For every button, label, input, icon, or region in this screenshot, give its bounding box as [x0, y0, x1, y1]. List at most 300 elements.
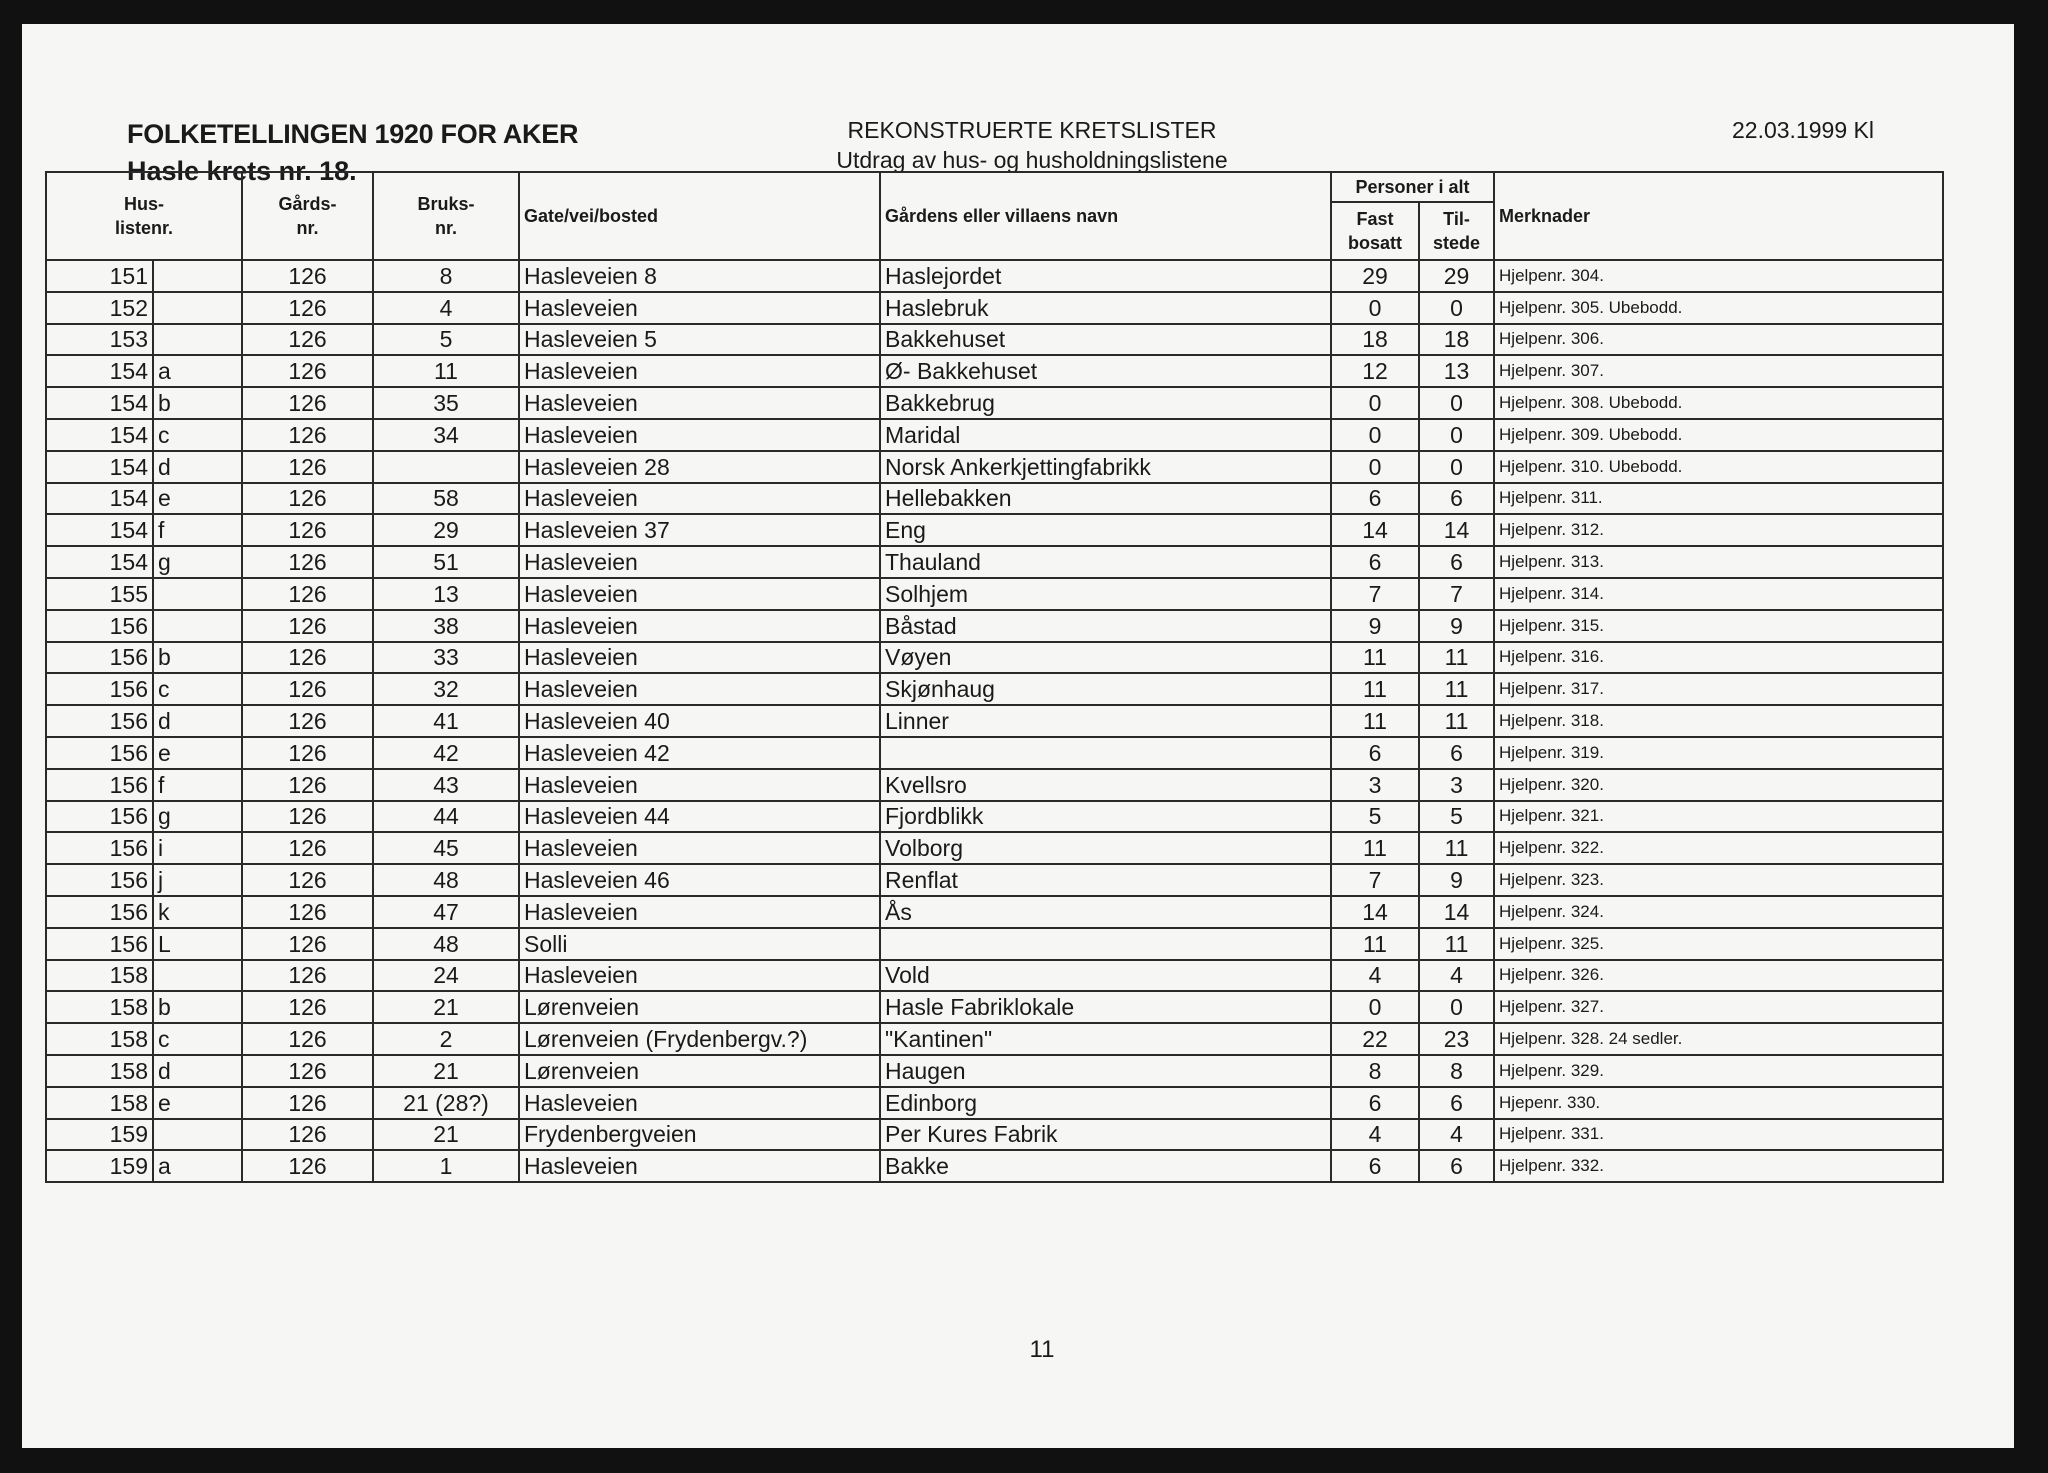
cell-bruksnr: 43	[373, 769, 519, 801]
table-row	[46, 642, 1943, 674]
cell-gardsnr: 126	[242, 1150, 373, 1182]
cell-navn: Fjordblikk	[880, 801, 1331, 833]
cell-huslistenr-suffix	[153, 610, 242, 642]
cell-merknader: Hjelpenr. 326.	[1494, 960, 1943, 992]
cell-gate: Lørenveien	[519, 1055, 880, 1087]
cell-gardsnr: 126	[242, 1087, 373, 1119]
cell-huslistenr-suffix: c	[153, 419, 242, 451]
cell-merknader: Hjelpenr. 322.	[1494, 832, 1943, 864]
cell-tilstede: 23	[1419, 1023, 1494, 1055]
cell-huslistenr: 156	[46, 801, 153, 833]
cell-fast-bosatt: 6	[1331, 1087, 1419, 1119]
cell-bruksnr: 48	[373, 864, 519, 896]
cell-huslistenr: 154	[46, 546, 153, 578]
cell-huslistenr-suffix: a	[153, 1150, 242, 1182]
table-row	[46, 769, 1943, 801]
cell-bruksnr: 13	[373, 578, 519, 610]
cell-huslistenr-suffix: b	[153, 387, 242, 419]
cell-gate: Hasleveien	[519, 387, 880, 419]
cell-bruksnr: 51	[373, 546, 519, 578]
cell-tilstede: 13	[1419, 355, 1494, 387]
cell-huslistenr-suffix: f	[153, 514, 242, 546]
cell-bruksnr: 38	[373, 610, 519, 642]
document-subtitle: Hasle krets nr. 18.	[127, 156, 357, 186]
cell-gardsnr: 126	[242, 801, 373, 833]
cell-fast-bosatt: 6	[1331, 737, 1419, 769]
cell-huslistenr: 156	[46, 737, 153, 769]
cell-huslistenr-suffix	[153, 578, 242, 610]
cell-huslistenr: 154	[46, 419, 153, 451]
cell-huslistenr-suffix	[153, 260, 242, 292]
cell-fast-bosatt: 14	[1331, 514, 1419, 546]
cell-bruksnr: 34	[373, 419, 519, 451]
cell-fast-bosatt: 6	[1331, 483, 1419, 515]
cell-fast-bosatt: 14	[1331, 896, 1419, 928]
col-header-personer: Personer i alt	[1331, 172, 1494, 202]
table-row	[46, 801, 1943, 833]
table-row	[46, 864, 1943, 896]
col-header-huslistenr-line1: Hus-	[124, 194, 164, 214]
table-row	[46, 483, 1943, 515]
cell-navn: Båstad	[880, 610, 1331, 642]
cell-huslistenr: 156	[46, 705, 153, 737]
table-row	[46, 324, 1943, 356]
cell-navn: Bakkebrug	[880, 387, 1331, 419]
cell-gardsnr: 126	[242, 991, 373, 1023]
cell-bruksnr: 4	[373, 292, 519, 324]
cell-tilstede: 14	[1419, 514, 1494, 546]
cell-fast-bosatt: 9	[1331, 610, 1419, 642]
col-header-gardsnr	[242, 172, 373, 260]
cell-huslistenr-suffix: j	[153, 864, 242, 896]
table-row	[46, 355, 1943, 387]
cell-huslistenr-suffix: g	[153, 801, 242, 833]
cell-bruksnr: 32	[373, 673, 519, 705]
cell-huslistenr-suffix: d	[153, 451, 242, 483]
table-row	[46, 1119, 1943, 1151]
cell-tilstede: 0	[1419, 387, 1494, 419]
cell-gate: Hasleveien	[519, 355, 880, 387]
page-number: 11	[1029, 1336, 1055, 1363]
cell-gate: Lørenveien (Frydenbergv.?)	[519, 1023, 880, 1055]
cell-gate: Hasleveien 42	[519, 737, 880, 769]
cell-tilstede: 6	[1419, 1150, 1494, 1182]
cell-tilstede: 29	[1419, 260, 1494, 292]
cell-gate: Hasleveien	[519, 546, 880, 578]
cell-gardsnr: 126	[242, 642, 373, 674]
table-row	[46, 832, 1943, 864]
table-row	[46, 514, 1943, 546]
table-row	[46, 1150, 1943, 1182]
cell-huslistenr-suffix	[153, 292, 242, 324]
cell-fast-bosatt: 11	[1331, 928, 1419, 960]
cell-merknader: Hjelpenr. 324.	[1494, 896, 1943, 928]
table-body	[46, 260, 1943, 1182]
cell-fast-bosatt: 6	[1331, 546, 1419, 578]
cell-tilstede: 6	[1419, 546, 1494, 578]
cell-merknader: Hjelpenr. 321.	[1494, 801, 1943, 833]
cell-huslistenr-suffix: b	[153, 991, 242, 1023]
cell-bruksnr: 21	[373, 991, 519, 1023]
cell-merknader: Hjelpenr. 304.	[1494, 260, 1943, 292]
col-header-huslistenr-line2: listenr.	[114, 218, 174, 238]
cell-fast-bosatt: 0	[1331, 451, 1419, 483]
cell-huslistenr-suffix	[153, 960, 242, 992]
col-header-fast-line1: Fast	[1356, 209, 1394, 229]
cell-huslistenr-suffix: c	[153, 1023, 242, 1055]
cell-gardsnr: 126	[242, 1055, 373, 1087]
cell-fast-bosatt: 7	[1331, 864, 1419, 896]
cell-huslistenr-suffix: k	[153, 896, 242, 928]
cell-navn	[880, 928, 1331, 960]
cell-gardsnr: 126	[242, 1119, 373, 1151]
cell-gate: Solli	[519, 928, 880, 960]
cell-gardsnr: 126	[242, 769, 373, 801]
cell-gate: Hasleveien	[519, 960, 880, 992]
cell-tilstede: 6	[1419, 483, 1494, 515]
header-date: 22.03.1999 Kl	[1732, 117, 1874, 143]
cell-bruksnr: 21	[373, 1119, 519, 1151]
cell-navn: Skjønhaug	[880, 673, 1331, 705]
cell-merknader: Hjelpenr. 315.	[1494, 610, 1943, 642]
cell-huslistenr: 152	[46, 292, 153, 324]
table-header	[46, 172, 1943, 260]
cell-gardsnr: 126	[242, 260, 373, 292]
table-row	[46, 1087, 1943, 1119]
cell-navn: Haugen	[880, 1055, 1331, 1087]
cell-gate: Hasleveien	[519, 1087, 880, 1119]
cell-gate: Hasleveien 5	[519, 324, 880, 356]
cell-navn: Bakkehuset	[880, 324, 1331, 356]
cell-fast-bosatt: 3	[1331, 769, 1419, 801]
cell-fast-bosatt: 4	[1331, 1119, 1419, 1151]
table-row	[46, 705, 1943, 737]
cell-huslistenr: 156	[46, 832, 153, 864]
cell-gardsnr: 126	[242, 610, 373, 642]
cell-navn: Haslejordet	[880, 260, 1331, 292]
cell-navn: Renflat	[880, 864, 1331, 896]
cell-tilstede: 11	[1419, 928, 1494, 960]
cell-navn: Eng	[880, 514, 1331, 546]
cell-gate: Hasleveien 46	[519, 864, 880, 896]
cell-huslistenr: 154	[46, 514, 153, 546]
cell-bruksnr: 21 (28?)	[373, 1087, 519, 1119]
cell-huslistenr: 158	[46, 1087, 153, 1119]
cell-gardsnr: 126	[242, 514, 373, 546]
cell-huslistenr-suffix	[153, 324, 242, 356]
table-row	[46, 610, 1943, 642]
cell-huslistenr: 156	[46, 769, 153, 801]
cell-gate: Hasleveien	[519, 292, 880, 324]
cell-huslistenr-suffix: g	[153, 546, 242, 578]
col-header-fast-bosatt	[1331, 202, 1419, 260]
cell-gate: Hasleveien 28	[519, 451, 880, 483]
cell-huslistenr: 158	[46, 991, 153, 1023]
cell-navn: Hasle Fabriklokale	[880, 991, 1331, 1023]
cell-huslistenr-suffix: e	[153, 1087, 242, 1119]
cell-navn	[880, 737, 1331, 769]
table-row	[46, 673, 1943, 705]
cell-huslistenr-suffix: a	[153, 355, 242, 387]
cell-gardsnr: 126	[242, 1023, 373, 1055]
cell-navn: Maridal	[880, 419, 1331, 451]
cell-fast-bosatt: 11	[1331, 705, 1419, 737]
cell-gardsnr: 126	[242, 673, 373, 705]
cell-merknader: Hjelpenr. 331.	[1494, 1119, 1943, 1151]
cell-tilstede: 4	[1419, 1119, 1494, 1151]
cell-huslistenr-suffix: d	[153, 705, 242, 737]
cell-huslistenr-suffix: f	[153, 769, 242, 801]
cell-huslistenr-suffix: d	[153, 1055, 242, 1087]
cell-merknader: Hjelpenr. 323.	[1494, 864, 1943, 896]
cell-fast-bosatt: 7	[1331, 578, 1419, 610]
table-row	[46, 260, 1943, 292]
col-header-bruksnr	[373, 172, 519, 260]
cell-tilstede: 5	[1419, 801, 1494, 833]
cell-huslistenr: 154	[46, 355, 153, 387]
cell-navn: "Kantinen"	[880, 1023, 1331, 1055]
cell-huslistenr: 158	[46, 1023, 153, 1055]
cell-merknader: Hjelpenr. 305. Ubebodd.	[1494, 292, 1943, 324]
cell-gate: Hasleveien	[519, 896, 880, 928]
cell-bruksnr: 24	[373, 960, 519, 992]
cell-fast-bosatt: 0	[1331, 292, 1419, 324]
cell-fast-bosatt: 0	[1331, 387, 1419, 419]
cell-huslistenr: 158	[46, 960, 153, 992]
cell-gate: Hasleveien	[519, 483, 880, 515]
cell-merknader: Hjelpenr. 328. 24 sedler.	[1494, 1023, 1943, 1055]
col-header-til-line2: stede	[1432, 233, 1481, 253]
cell-tilstede: 7	[1419, 578, 1494, 610]
cell-fast-bosatt: 0	[1331, 419, 1419, 451]
cell-gate: Hasleveien	[519, 832, 880, 864]
cell-gardsnr: 126	[242, 832, 373, 864]
cell-navn: Ås	[880, 896, 1331, 928]
cell-bruksnr: 42	[373, 737, 519, 769]
table-row	[46, 896, 1943, 928]
cell-huslistenr-suffix: e	[153, 737, 242, 769]
cell-navn: Per Kures Fabrik	[880, 1119, 1331, 1151]
cell-fast-bosatt: 11	[1331, 673, 1419, 705]
table-row	[46, 960, 1943, 992]
cell-huslistenr: 154	[46, 451, 153, 483]
cell-huslistenr-suffix: L	[153, 928, 242, 960]
cell-merknader: Hjelpenr. 314.	[1494, 578, 1943, 610]
cell-huslistenr: 156	[46, 673, 153, 705]
cell-huslistenr: 154	[46, 387, 153, 419]
cell-gardsnr: 126	[242, 960, 373, 992]
cell-huslistenr: 156	[46, 864, 153, 896]
header-center-subheading: Utdrag av hus- og husholdningslistene	[836, 147, 1228, 173]
cell-merknader: Hjelpenr. 320.	[1494, 769, 1943, 801]
cell-gate: Hasleveien 44	[519, 801, 880, 833]
table-row	[46, 387, 1943, 419]
cell-bruksnr: 41	[373, 705, 519, 737]
cell-navn: Vøyen	[880, 642, 1331, 674]
cell-merknader: Hjelpenr. 306.	[1494, 324, 1943, 356]
cell-merknader: Hjelpenr. 313.	[1494, 546, 1943, 578]
cell-huslistenr-suffix: c	[153, 673, 242, 705]
cell-bruksnr: 35	[373, 387, 519, 419]
cell-gardsnr: 126	[242, 737, 373, 769]
cell-huslistenr-suffix: b	[153, 642, 242, 674]
table-row	[46, 737, 1943, 769]
cell-huslistenr: 158	[46, 1055, 153, 1087]
cell-huslistenr: 156	[46, 610, 153, 642]
cell-fast-bosatt: 12	[1331, 355, 1419, 387]
cell-merknader: Hjelpenr. 327.	[1494, 991, 1943, 1023]
cell-navn: Norsk Ankerkjettingfabrikk	[880, 451, 1331, 483]
col-header-navn: Gårdens eller villaens navn	[880, 172, 1331, 260]
cell-merknader: Hjelpenr. 311.	[1494, 483, 1943, 515]
cell-gate: Hasleveien	[519, 419, 880, 451]
cell-tilstede: 0	[1419, 419, 1494, 451]
cell-tilstede: 6	[1419, 737, 1494, 769]
cell-gate: Frydenbergveien	[519, 1119, 880, 1151]
cell-bruksnr: 44	[373, 801, 519, 833]
cell-fast-bosatt: 8	[1331, 1055, 1419, 1087]
cell-tilstede: 0	[1419, 991, 1494, 1023]
cell-merknader: Hjelpenr. 309. Ubebodd.	[1494, 419, 1943, 451]
census-table	[45, 171, 1944, 1183]
cell-fast-bosatt: 5	[1331, 801, 1419, 833]
cell-tilstede: 14	[1419, 896, 1494, 928]
table-row	[46, 419, 1943, 451]
cell-gate: Hasleveien	[519, 578, 880, 610]
cell-tilstede: 11	[1419, 673, 1494, 705]
cell-tilstede: 8	[1419, 1055, 1494, 1087]
cell-fast-bosatt: 4	[1331, 960, 1419, 992]
cell-bruksnr: 58	[373, 483, 519, 515]
cell-tilstede: 3	[1419, 769, 1494, 801]
cell-fast-bosatt: 0	[1331, 991, 1419, 1023]
cell-navn: Bakke	[880, 1150, 1331, 1182]
cell-merknader: Hjelpenr. 325.	[1494, 928, 1943, 960]
cell-navn: Edinborg	[880, 1087, 1331, 1119]
col-header-gardsnr-line2: nr.	[296, 218, 319, 238]
cell-bruksnr: 1	[373, 1150, 519, 1182]
col-header-til-line1: Til-	[1443, 209, 1470, 229]
cell-navn: Kvellsro	[880, 769, 1331, 801]
cell-tilstede: 11	[1419, 832, 1494, 864]
cell-bruksnr: 2	[373, 1023, 519, 1055]
cell-fast-bosatt: 11	[1331, 832, 1419, 864]
cell-huslistenr: 151	[46, 260, 153, 292]
cell-huslistenr: 156	[46, 896, 153, 928]
cell-bruksnr: 29	[373, 514, 519, 546]
cell-gardsnr: 126	[242, 928, 373, 960]
cell-gardsnr: 126	[242, 387, 373, 419]
cell-gate: Hasleveien	[519, 1150, 880, 1182]
cell-huslistenr: 155	[46, 578, 153, 610]
cell-merknader: Hjelpenr. 318.	[1494, 705, 1943, 737]
cell-gardsnr: 126	[242, 355, 373, 387]
cell-navn: Vold	[880, 960, 1331, 992]
cell-navn: Linner	[880, 705, 1331, 737]
col-header-gardsnr-line1: Gårds-	[278, 194, 337, 214]
col-header-merknader: Merknader	[1494, 172, 1943, 260]
cell-gate: Hasleveien 40	[519, 705, 880, 737]
cell-merknader: Hjelpenr. 319.	[1494, 737, 1943, 769]
table-row	[46, 1055, 1943, 1087]
cell-bruksnr: 33	[373, 642, 519, 674]
cell-gardsnr: 126	[242, 546, 373, 578]
cell-merknader: Hjelpenr. 312.	[1494, 514, 1943, 546]
cell-gardsnr: 126	[242, 324, 373, 356]
table-row	[46, 1023, 1943, 1055]
cell-fast-bosatt: 11	[1331, 642, 1419, 674]
cell-gate: Hasleveien	[519, 673, 880, 705]
cell-huslistenr: 153	[46, 324, 153, 356]
cell-huslistenr-suffix: i	[153, 832, 242, 864]
cell-huslistenr: 159	[46, 1150, 153, 1182]
cell-tilstede: 11	[1419, 642, 1494, 674]
table-row	[46, 991, 1943, 1023]
cell-huslistenr: 156	[46, 642, 153, 674]
cell-fast-bosatt: 29	[1331, 260, 1419, 292]
cell-tilstede: 9	[1419, 864, 1494, 896]
cell-bruksnr: 21	[373, 1055, 519, 1087]
cell-navn: Solhjem	[880, 578, 1331, 610]
cell-gardsnr: 126	[242, 864, 373, 896]
cell-gardsnr: 126	[242, 578, 373, 610]
cell-gate: Hasleveien 8	[519, 260, 880, 292]
cell-huslistenr-suffix	[153, 1119, 242, 1151]
cell-tilstede: 4	[1419, 960, 1494, 992]
cell-gate: Hasleveien 37	[519, 514, 880, 546]
col-header-gate: Gate/vei/bosted	[519, 172, 880, 260]
cell-gardsnr: 126	[242, 483, 373, 515]
cell-huslistenr: 156	[46, 928, 153, 960]
cell-gate: Hasleveien	[519, 642, 880, 674]
cell-merknader: Hjelpenr. 316.	[1494, 642, 1943, 674]
cell-huslistenr: 159	[46, 1119, 153, 1151]
cell-bruksnr: 45	[373, 832, 519, 864]
cell-fast-bosatt: 22	[1331, 1023, 1419, 1055]
col-header-bruksnr-line2: nr.	[434, 218, 457, 238]
table-row	[46, 451, 1943, 483]
col-header-tilstede	[1419, 202, 1494, 260]
cell-tilstede: 11	[1419, 705, 1494, 737]
cell-tilstede: 18	[1419, 324, 1494, 356]
cell-bruksnr: 8	[373, 260, 519, 292]
cell-tilstede: 6	[1419, 1087, 1494, 1119]
cell-merknader: Hjelpenr. 310. Ubebodd.	[1494, 451, 1943, 483]
cell-tilstede: 0	[1419, 451, 1494, 483]
cell-merknader: Hjelpenr. 332.	[1494, 1150, 1943, 1182]
cell-merknader: Hjelpenr. 308. Ubebodd.	[1494, 387, 1943, 419]
col-header-fast-line2: bosatt	[1348, 233, 1402, 253]
col-header-huslistenr	[46, 172, 242, 260]
cell-navn: Volborg	[880, 832, 1331, 864]
cell-gate: Hasleveien	[519, 610, 880, 642]
cell-merknader: Hjelpenr. 329.	[1494, 1055, 1943, 1087]
header-center-heading: REKONSTRUERTE KRETSLISTER	[847, 117, 1217, 143]
cell-bruksnr: 5	[373, 324, 519, 356]
cell-gardsnr: 126	[242, 705, 373, 737]
cell-fast-bosatt: 18	[1331, 324, 1419, 356]
cell-huslistenr: 154	[46, 483, 153, 515]
cell-gate: Lørenveien	[519, 991, 880, 1023]
cell-bruksnr: 11	[373, 355, 519, 387]
cell-bruksnr: 47	[373, 896, 519, 928]
cell-gate: Hasleveien	[519, 769, 880, 801]
cell-navn: Hellebakken	[880, 483, 1331, 515]
cell-gardsnr: 126	[242, 292, 373, 324]
document-title: FOLKETELLINGEN 1920 FOR AKER	[127, 119, 579, 149]
cell-navn: Thauland	[880, 546, 1331, 578]
table-row	[46, 546, 1943, 578]
